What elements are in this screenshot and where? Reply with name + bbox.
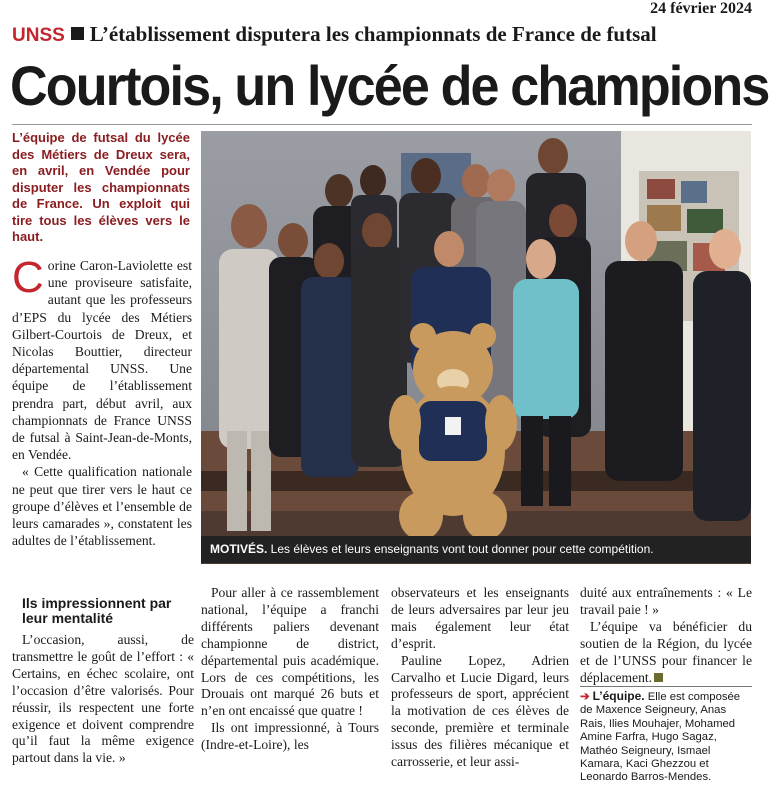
divider <box>12 124 752 125</box>
chapo: L’équipe de futsal du lycée des Métiers de Dreux sera, en avril, en Vendée pour disputer les championnats de France. Un exploit qui tire tous les élèves vers le haut. <box>12 130 190 244</box>
paragraph-text: L’équipe va bénéficier du soutien de la Région, du lycée et de l’UNSS pour financer le déplacement. <box>580 618 752 685</box>
paragraph: duité aux entraînements : « Le travail paie ! » <box>580 585 752 617</box>
paragraph <box>580 619 752 687</box>
team-box <box>580 690 752 785</box>
paragraph: Pauline Lopez, Adrien Carvalho et Lucie Digard, leurs professeurs de sport, apprécient la motivation de ces élèves de seconde, première et terminale issus des filières mécanique et carrosserie, et leur assi- <box>391 652 569 770</box>
arrow-right-icon: ➔ <box>580 691 590 703</box>
team-box-text: Elle est composée de Maxence Seigneury, Anas Rais, Ilies Mouhajer, Mohamed Amine Farfra, Hugo Sagaz, Mathéo Seigneury, Ismael Kamara, Kaci Ghezzou et Leonardo Barros-Mendes. <box>580 691 741 784</box>
paragraph: observateurs et les enseignants de leurs adversaires par leur jeu mais également leur état d’esprit. <box>391 585 569 651</box>
kicker-tag: UNSS <box>12 25 65 46</box>
team-photo <box>201 131 751 564</box>
article-body-col1-bottom <box>12 632 194 767</box>
paragraph: « Cette qualification nationale ne peut que tirer vers le haut ce groupe d’élèves et l’ensemble de leurs camarades », constatent les adultes de l’établissement. <box>12 464 192 549</box>
paragraph: orine Caron-Laviolette est une proviseure satisfaite, autant que les professeurs d’EPS du lycée des Métiers Gilbert-Courtois de Dreux, et Nicolas Bouttier, directeur départemental UNSS. Une équipe de l’établissement prendra part, début avril, aux championnats de France UNSS de futsal à Saint-Jean-de-Monts, en Vendée. <box>12 258 192 463</box>
kicker <box>12 22 657 47</box>
article-body-col1 <box>12 253 192 549</box>
photo-caption <box>201 536 751 563</box>
publication-date: 24 février 2024 <box>650 0 752 17</box>
paragraph: Pour aller à ce rassemblement national, l’équipe a franchi différents paliers devenant championne de district, départemental puis académique. Lors de ces compétitions, les Drouais ont marqué 26 buts et n’en ont encaissé que quatre ! <box>201 585 379 719</box>
subheading: Ils impressionnent par leur mentalité <box>22 595 172 626</box>
article-body-col3 <box>391 585 569 771</box>
caption-label: MOTIVÉS. <box>210 542 268 556</box>
article-body-col2 <box>201 585 379 754</box>
headline: Courtois, un lycée de champions <box>10 54 769 117</box>
team-photo-illustration <box>201 131 751 564</box>
drop-cap: C <box>12 253 44 302</box>
article-body-col4 <box>580 585 752 686</box>
kicker-text: L’établissement disputera les championnats de France de futsal <box>89 22 657 46</box>
caption-text: Les élèves et leurs enseignants vont tout donner pour cette compétition. <box>267 542 654 556</box>
square-bullet-icon <box>71 27 84 40</box>
end-square-icon <box>654 673 663 682</box>
team-box-label: L’équipe. <box>592 689 645 703</box>
paragraph: Ils ont impressionné, à Tours (Indre-et-Loire), les <box>201 720 379 753</box>
box-divider <box>580 686 752 687</box>
paragraph: L’occasion, aussi, de transmettre le goût de l’effort : « Certains, en échec scolaire, ont l’occasion d’être valorisés. Pour réussir, ils respectent une forte exigence et doivent comprendre qu’il faut la même exigence partout dans la vie. » <box>12 632 194 766</box>
